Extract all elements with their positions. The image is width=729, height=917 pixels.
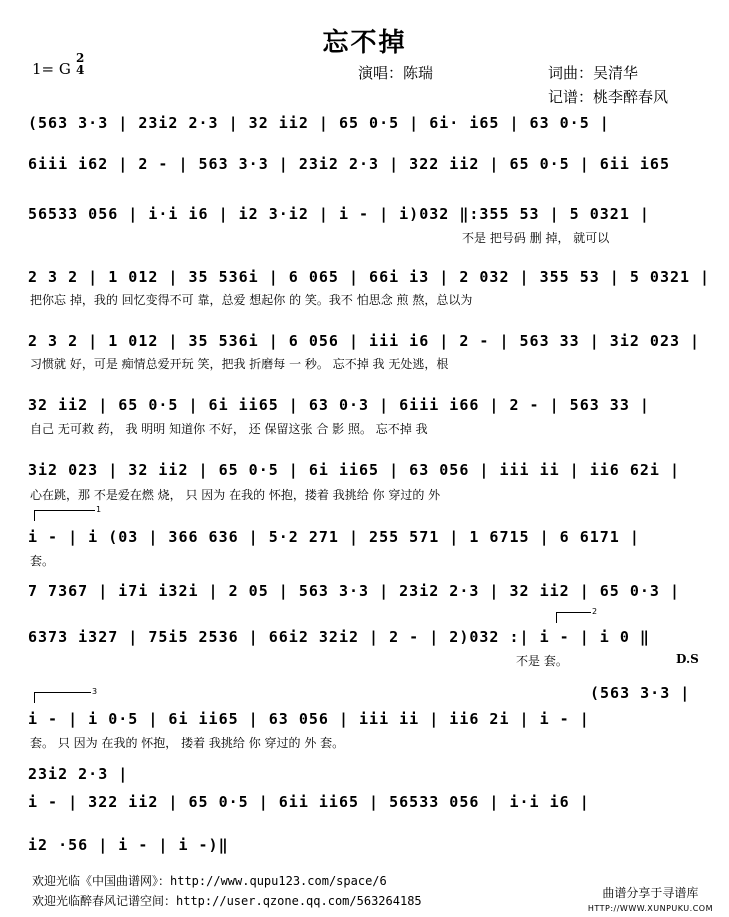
footer-link-qzone[interactable]: 欢迎光临醉春风记谱空间：http://user.qzone.qq.com/563264185 (32, 894, 422, 908)
song-title: 忘不掉 (322, 28, 407, 58)
score-line-3: 56533 056 | i·i i6 | i2 3·i2 | i - | i)032 ‖:355 53 | 5 0321 | (28, 205, 650, 223)
lyric-line-2: 把你忘 掉，我的 回忆变得不可 靠，总爱 想起你 的 笑。我不 怕思念 煎 熬，总以为 (30, 293, 473, 307)
score-line-6: 32 ii2 | 65 0·5 | 6i ii65 | 63 0·3 | 6iii i66 | 2 - | 563 33 | (28, 396, 650, 414)
stamp-url: HTTP://WWW.XUNPUKU.COM (587, 904, 713, 913)
stamp-text: 曲谱分享于寻谱库 (602, 886, 699, 900)
volta-3-number: 3 (92, 687, 98, 696)
time-signature (76, 52, 84, 76)
score-line-13: i2 ·56 | i - | i -)‖ (28, 836, 229, 854)
time-top: 2 (76, 51, 85, 65)
score-line-9: 7 7367 | i7i i32i | 2 05 | 563 3·3 | 23i2 2·3 | 32 ii2 | 65 0·3 | (28, 582, 680, 600)
singer-credit: 演唱：陈瑞 (358, 64, 434, 82)
key-signature: 1= G (32, 60, 71, 78)
score-line-5: 2 3 2 | 1 012 | 35 536i | 6 056 | iii i6 | 2 - | 563 33 | 3i2 023 | (28, 332, 701, 350)
time-bottom: 4 (76, 63, 85, 77)
footer-link-qupu[interactable]: 欢迎光临《中国曲谱网》：http://www.qupu123.com/space/6 (32, 874, 387, 888)
ds-mark: D.S (676, 652, 699, 666)
score-line-10: 6373 i327 | 75i5 2536 | 66i2 32i2 | 2 - | 2)032 :| i - | i 0 ‖ (28, 628, 650, 646)
volta-3-bracket (34, 692, 91, 703)
volta-1-number: 1 (96, 505, 102, 514)
lyric-line-5: 心在跳，那 不是爱在燃 烧， 只 因为 在我的 怀抱，搂着 我挑给 你 穿过的 外 (30, 488, 441, 502)
lyric-line-4: 自己 无可救 药， 我 明明 知道你 不好， 还 保留这张 合 影 照。 忘不掉 我 (30, 422, 428, 436)
score-line-4: 2 3 2 | 1 012 | 35 536i | 6 065 | 66i i3 | 2 032 | 355 53 | 5 0321 | (28, 268, 711, 286)
lyric-line-6: 套。 (30, 554, 55, 568)
score-line-11-pickup: (563 3·3 | (590, 684, 691, 702)
composer-credit: 词曲：吴清华 (548, 64, 639, 82)
volta-2-number: 2 (592, 607, 598, 616)
volta-1-bracket (34, 510, 95, 521)
score-line-7: 3i2 023 | 32 ii2 | 65 0·5 | 6i ii65 | 63 056 | iii ii | ii6 62i | (28, 461, 680, 479)
score-line-11: i - | i 0·5 | 6i ii65 | 63 056 | iii ii | ii6 2i | i - | (28, 710, 590, 728)
watermark-stamp (588, 886, 713, 916)
lyric-line-1: 不是 把号码 删 掉， 就可以 (462, 231, 610, 245)
lyric-line-3: 习惯就 好，可是 痴情总爱开玩 笑，把我 折磨每 一 秒。 忘不掉 我 无处逃，根 (30, 357, 449, 371)
score-line-12: i - | 322 ii2 | 65 0·5 | 6ii ii65 | 56533 056 | i·i i6 | (28, 793, 590, 811)
score-line-1: (563 3·3 | 23i2 2·3 | 32 ii2 | 65 0·5 | 6i· i65 | 63 0·5 | (28, 114, 610, 132)
transcriber-credit: 记谱：桃李醉春风 (548, 88, 669, 106)
lyric-line-7: 不是 套。 (516, 654, 568, 668)
volta-2-bracket (556, 612, 591, 623)
score-line-2: 6iii i62 | 2 - | 563 3·3 | 23i2 2·3 | 322 ii2 | 65 0·5 | 6ii i65 (28, 155, 670, 173)
score-line-8: i - | i (03 | 366 636 | 5·2 271 | 255 571 | 1 6715 | 6 6171 | (28, 528, 640, 546)
score-line-12-upper: 23i2 2·3 | (28, 765, 129, 783)
lyric-line-8: 套。 只 因为 在我的 怀抱， 搂着 我挑给 你 穿过的 外 套。 (30, 736, 345, 750)
